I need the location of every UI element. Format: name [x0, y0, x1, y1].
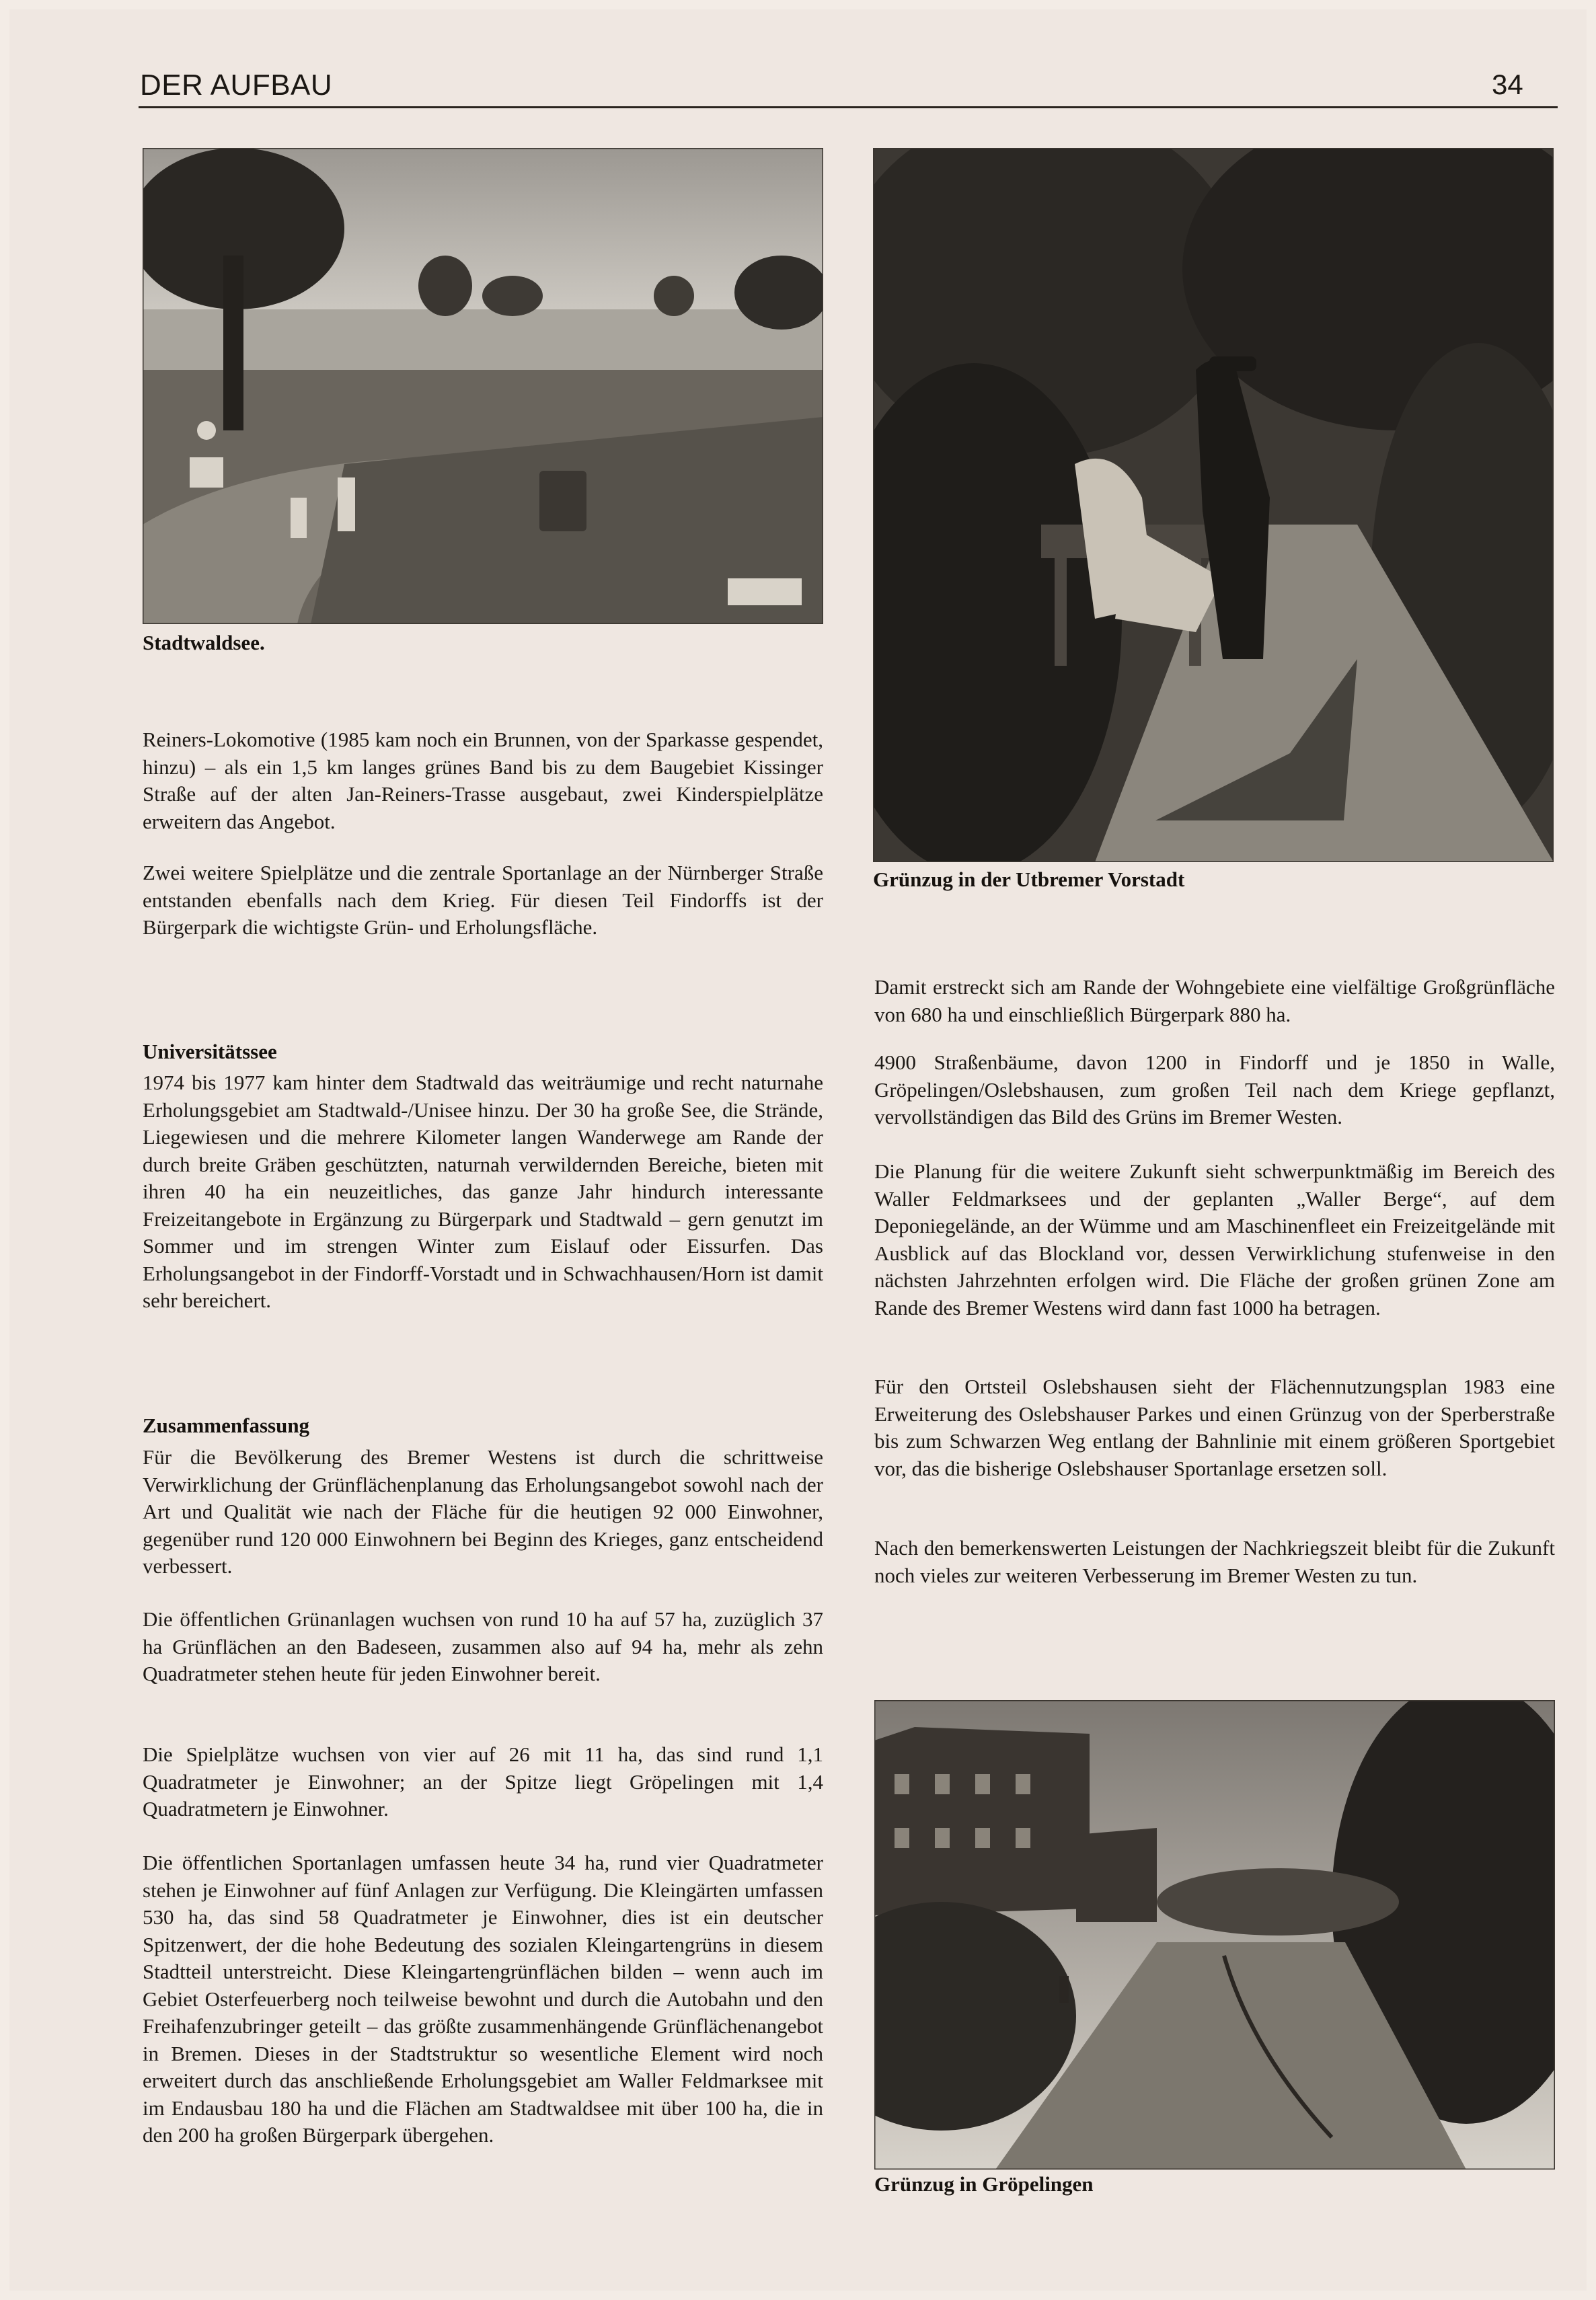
right-paragraph-2: 4900 Straßenbäume, davon 1200 in Findorff und je 1850 in Walle, Gröpelingen/Oslebshausen, zum großen Teil nach dem Kriege gepflanzt, vervollständigen das Bild des Grüns im Bremer Westen.	[874, 1050, 1555, 1128]
summary-paragraph-4: Die öffentlichen Sportanlagen umfassen heute 34 ha, rund vier Quadratmeter stehen je Einwohner auf fünf Anlagen zur Verfügung. Die Kleingärten umfassen 530 ha, das sind 58 Quadratmeter je Einwohner, dies ist ein deutscher Spitzenwert, der die hohe Bedeutung des sozialen Kleingartengrüns in diesem Stadtteil unterstreicht. Diese Kleingartengrünflächen bilden – wenn auch im Gebiet Osterfeuerberg noch teilweise bewohnt und durch die Autobahn und den Freihafenzubringer geteilt – das größte zusammenhängende Grünflächenangebot in Bremen. Dieses in der Stadtstruktur so wesentliche Element wird noch erweitert durch das anschließende Erholungsgebiet am Waller Feldmarksee mit im Endausbau 180 ha und die Flächen am Stadtwaldsee mit über 100 ha, die in den 200 ha großen Bürgerpark übergehen.	[143, 1851, 823, 2147]
groepelingen-photo	[874, 1700, 1555, 2170]
utbremer-caption: Grünzug in der Utbremer Vorstadt	[873, 868, 1185, 891]
right-paragraph-3: Die Planung für die weitere Zukunft sieht schwerpunktmäßig im Bereich des Waller Feldmarksees und der geplanten „Waller Berge“, auf dem Deponiegelände, an der Wümme und am Maschinenfleet ein Freizeitgelände mit Ausblick auf das Blockland vor, dessen Verwirklichung stufenweise in den nächsten Jahrzehnten erfolgen wird. Die Fläche der großen grünen Zone am Rande des Bremer Westens wird dann fast 1000 ha betragen.	[874, 1159, 1555, 1319]
zusammenfassung-heading: Zusammenfassung	[143, 1414, 310, 1437]
summary-paragraph-1: Für die Bevölkerung des Bremer Westens ist durch die schrittweise Verwirklichung der Grünflächenplanung das Erholungsangebot sowohl nach der Art und Qualität wie nach der Fläche für die heutigen 92 000 Einwohner, gegenüber rund 120 000 Einwohnern bei Beginn des Krieges, ganz entscheidend verbessert.	[143, 1445, 823, 1578]
intro-paragraph-2: Zwei weitere Spielplätze und die zentrale Sportanlage an der Nürnberger Straße entstanden ebenfalls nach dem Krieg. Für diesen Teil Findorffs ist der Bürgerpark die wichtigste Grün- und Erholungsfläche.	[143, 861, 823, 939]
stadtwaldsee-photo	[143, 148, 823, 624]
intro-paragraph-1: Reiners-Lokomotive (1985 kam noch ein Brunnen, von der Sparkasse gespendet, hinzu) – als ein 1,5 km langes grünes Band bis zu dem Baugebiet Kissinger Straße auf der alten Jan-Reiners-Trasse ausgebaut, zwei Kinderspielplätze erweitern das Angebot.	[143, 728, 823, 833]
universitaetssee-heading: Universitätssee	[143, 1040, 277, 1063]
universitaetssee-paragraph: 1974 bis 1977 kam hinter dem Stadtwald das weiträumige und recht naturnahe Erholungsgebiet am Stadtwald-/Unisee hinzu. Der 30 ha große See, die Strände, Liegewiesen und die mehrere Kilometer langen Wanderwege am Rande der durch breite Gräben geschützten, naturnah verwildernden Bereiche, bieten mit ihren 40 ha ein neuzeitliches, das ganze Jahr hindurch interessante Freizeitangebote in Ergänzung zu Bürgerpark und Stadtwald – gern genutzt im Sommer und im strengen Winter zum Eislauf oder Eissurfen. Das Erholungsangebot in der Findorff-Vorstadt und in Schwachhausen/Horn ist damit sehr bereichert.	[143, 1071, 823, 1312]
groepelingen-caption: Grünzug in Gröpelingen	[874, 2172, 1094, 2196]
summary-paragraph-2: Die öffentlichen Grünanlagen wuchsen von rund 10 ha auf 57 ha, zuzüglich 37 ha Grünflächen an den Badeseen, zusammen also auf 94 ha, mehr als zehn Quadratmeter stehen heute für jeden Einwohner bereit.	[143, 1607, 823, 1685]
stadtwaldsee-caption: Stadtwaldsee.	[143, 631, 265, 654]
section-title: DER AUFBAU	[140, 69, 333, 102]
right-paragraph-4: Für den Ortsteil Oslebshausen sieht der Flächennutzungsplan 1983 eine Erweiterung des Oslebshauser Parkes und einen Grünzug von der Sperberstraße bis zum Schwarzen Weg entlang der Bahnlinie mit einem größeren Sportgebiet vor, das die bisherige Oslebshauser Sportanlage ersetzen soll.	[874, 1375, 1555, 1480]
utbremer-photo	[873, 148, 1554, 862]
header-rule	[139, 106, 1558, 108]
right-paragraph-5: Nach den bemerkenswerten Leistungen der Nachkriegszeit bleibt für die Zukunft noch vieles zur weiteren Verbesserung im Bremer Westen zu tun.	[874, 1536, 1555, 1587]
summary-paragraph-3: Die Spielplätze wuchsen von vier auf 26 mit 11 ha, das sind rund 1,1 Quadratmeter je Einwohner; an der Spitze liegt Gröpelingen mit 1,4 Quadratmetern je Einwohner.	[143, 1742, 823, 1820]
page-number: 34	[1492, 69, 1523, 100]
right-paragraph-1: Damit erstreckt sich am Rande der Wohngebiete eine vielfältige Großgrünfläche von 680 ha und einschließlich Bürgerpark 880 ha.	[874, 975, 1555, 1026]
